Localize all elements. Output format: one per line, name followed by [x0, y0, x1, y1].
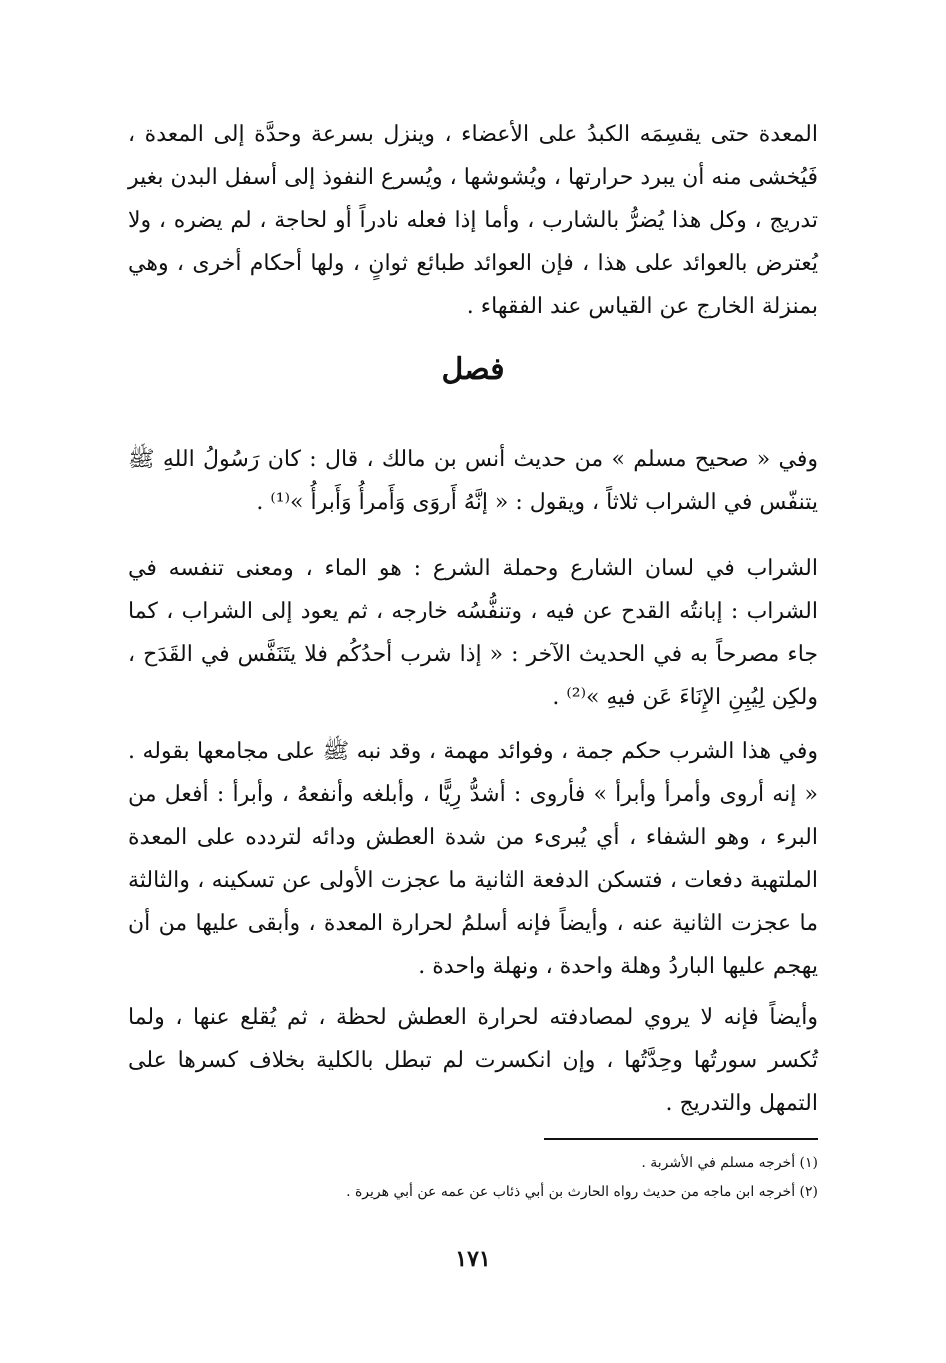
body-paragraph — [128, 438, 818, 524]
paragraph-text: المعدة حتى يقسِمَه الكبدُ على الأعضاء ، وينزل بسرعة وحدَّة إلى المعدة ، فَيُخشى منه أن يبرد حرارتها ، ويُشوشها ، ويُسرع النفوذ إلى أسفل البدن بغير تدريج ، وكل هذا يُضرُّ بالشارب ، وأما إذا فعله نادراً أو لحاجة ، لم يضره ، ولا يُعترض بالعوائد على هذا ، فإن العوائد طبائع ثوانٍ ، ولها أحكام أخرى ، وهي بمنزلة الخارج عن القياس عند الفقهاء . — [128, 122, 818, 319]
footnote-divider — [544, 1138, 818, 1140]
paragraph-text: وأيضاً فإنه لا يروي لمصادفته لحرارة العطش لحظة ، ثم يُقلع عنها ، ولما تُكسر سورتُها وحِدَّتُها ، وإن انكسرت لم تبطل بالكلية بخلاف كسرها على التمهل والتدريج . — [128, 1005, 818, 1116]
paragraph-text: وفي « صحيح مسلم » من حديث أنس بن مالك ، قال : كان رَسُولُ اللهِ ﷺ يتنفّس في الشراب ثلاثاً ، ويقول : « إنَّهُ أَروَى وَأَمرأُ وَأَبرأُ »⁽¹⁾ . — [128, 447, 818, 515]
body-paragraph — [128, 996, 818, 1125]
paragraph-text: وفي هذا الشرب حكم جمة ، وفوائد مهمة ، وقد نبه ﷺ على مجامعها بقوله . « إنه أروى وأمرأ وأبرأ » فأروى : أشدُّ رِيًّا ، وأبلغه وأنفعهُ ، وأبرأ : أفعل من البرء ، وهو الشفاء ، أي يُبرىء من شدة العطش ودائه لتردده على المعدة الملتهبة دفعات ، فتسكن الدفعة الثانية ما عجزت الأولى عن تسكينه ، والثالثة ما عجزت الثانية عنه ، وأيضاً فإنه أسلمُ لحرارة المعدة ، وأبقى عليها من أن يهجم عليها الباردُ وهلة واحدة ، ونهلة واحدة . — [128, 739, 818, 979]
paragraph-text: الشراب في لسان الشارع وحملة الشرع : هو الماء ، ومعنى تنفسه في الشراب : إبانتُه القدح عن فيه ، وتنفُّسُه خارجه ، ثم يعود إلى الشراب ، كما جاء مصرحاً به في الحديث الآخر : « إذا شرب أحدُكُم فلا يتَنَفَّس في القَدَح ، ولكِن لِيُبِنِ الإِنَاءَ عَن فيهِ »⁽²⁾ . — [128, 556, 818, 710]
body-paragraph — [128, 113, 818, 328]
section-heading: فصل — [441, 352, 505, 387]
footnote-1: (١) أخرجه مسلم في الأشربة . — [641, 1155, 818, 1171]
body-paragraph — [128, 547, 818, 719]
body-paragraph — [128, 730, 818, 988]
page-number: ١٧١ — [455, 1246, 491, 1272]
footnote-2: (٢) أخرجه ابن ماجه من حديث رواه الحارث بن أبي ذئاب عن عمه عن أبي هريرة . — [346, 1184, 818, 1200]
